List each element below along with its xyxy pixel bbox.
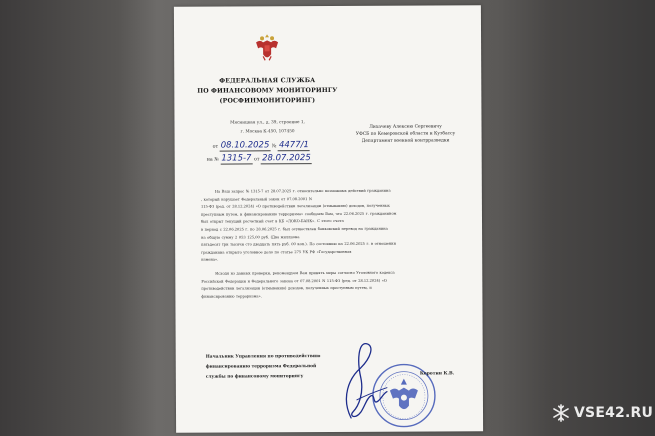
signatory-title-line-2: финансированию терроризма Федеральной [205, 364, 317, 370]
ref-from: от [253, 157, 260, 163]
body-line: в период с 22.06.2025 г. по 28.06.2025 г. был осуществлен банковский перевод на гражданина [201, 226, 388, 232]
agency-line-3: (РОСФИНМОНИТОРИНГ) [219, 97, 316, 105]
signatory-title-line-1: Начальник Управления по противодействию [205, 354, 321, 360]
date-prefix: от [212, 144, 219, 150]
agency-address [186, 118, 348, 136]
body-line: Исходя из данных проверки, рекомендуем Вам принять меры согласно Уголовного кодекса [215, 270, 395, 276]
recipient-office: УФСБ по Кемеровской области и Кузбассу [355, 131, 456, 138]
body-line: был открыт текущий расчетный счет в КБ «ЛОКО-БАНК». С этого счета [201, 219, 344, 225]
outgoing-date: 08.10.2025 [220, 140, 270, 151]
body-paragraph-1 [201, 187, 467, 264]
body-line: преступным путем, и финансированию терроризма» сообщаем Вам, что 22.06.2025 г. гражданином [200, 211, 397, 217]
body-line: , который нарушает Федеральный закон от 07.08.2001 N [200, 196, 313, 202]
signatory-name: Коротин К.В. [419, 371, 455, 377]
body-line: финансированию терроризма». [201, 294, 262, 299]
body-line: гражданина открыто уголовное дело по статье 275 УК РФ «Государственная [201, 249, 352, 255]
ref-number: 1315-7 [221, 153, 252, 164]
site-watermark [552, 403, 653, 423]
address-line-2: г. Москва К-450, 107450 [240, 127, 295, 134]
agency-header [186, 76, 348, 107]
coat-of-arms-icon [254, 30, 280, 64]
outgoing-registration [213, 140, 310, 151]
snowflake-icon [552, 404, 570, 422]
recipient-department: Департамент военной контрразведки [361, 138, 450, 145]
signatory-title-line-3: службы по финансовому мониторингу [205, 374, 304, 381]
official-letter [174, 5, 483, 433]
body-line: измена». [201, 257, 219, 263]
recipient-block [343, 123, 469, 145]
number-prefix: № [271, 144, 277, 150]
incoming-reference [207, 153, 312, 164]
body-line: противодействии легализации (отмыванию) доходов, полученных преступным путем, и [201, 285, 372, 291]
address-line-1: Мясницкая ул., д. 39, строение 1, [230, 119, 305, 125]
recipient-name: Лихачеву Алексею Сергеевичу [369, 124, 442, 130]
body-line: пятьдесят три тысячи сто двадцать пять руб. 00 коп.). По состоянию на 22.06.2025 г. в отношении [201, 241, 396, 247]
watermark-text: VSE42.RU [574, 405, 654, 421]
agency-line-2: ПО ФИНАНСОВОМУ МОНИТОРИНГУ [197, 86, 338, 95]
body-line: на общую сумму 2 053 125,00 руб. (Два миллиона [201, 234, 300, 240]
agency-line-1: ФЕДЕРАЛЬНАЯ СЛУЖБА [219, 77, 316, 85]
handwritten-signature-icon [331, 338, 397, 424]
ref-prefix: на № [206, 157, 219, 163]
ref-date: 28.07.2025 [262, 153, 311, 164]
body-line: 115-ФЗ (ред. от 28.12.2024) «О противодействии легализации (отмыванию) доходов, полученных [200, 203, 390, 209]
body-line: Российской Федерации и Федерального закона от 07.08.2001 N 115-ФЗ (ред. от 28.12.2024) «О [201, 278, 387, 284]
body-line: На Ваш запрос № 1315-7 от 28.07.2025 г. относительно возможных действий гражданина [214, 188, 391, 194]
signatory-title [206, 352, 348, 383]
outgoing-number: 4477/1 [278, 140, 309, 151]
body-paragraph-2 [201, 269, 467, 301]
